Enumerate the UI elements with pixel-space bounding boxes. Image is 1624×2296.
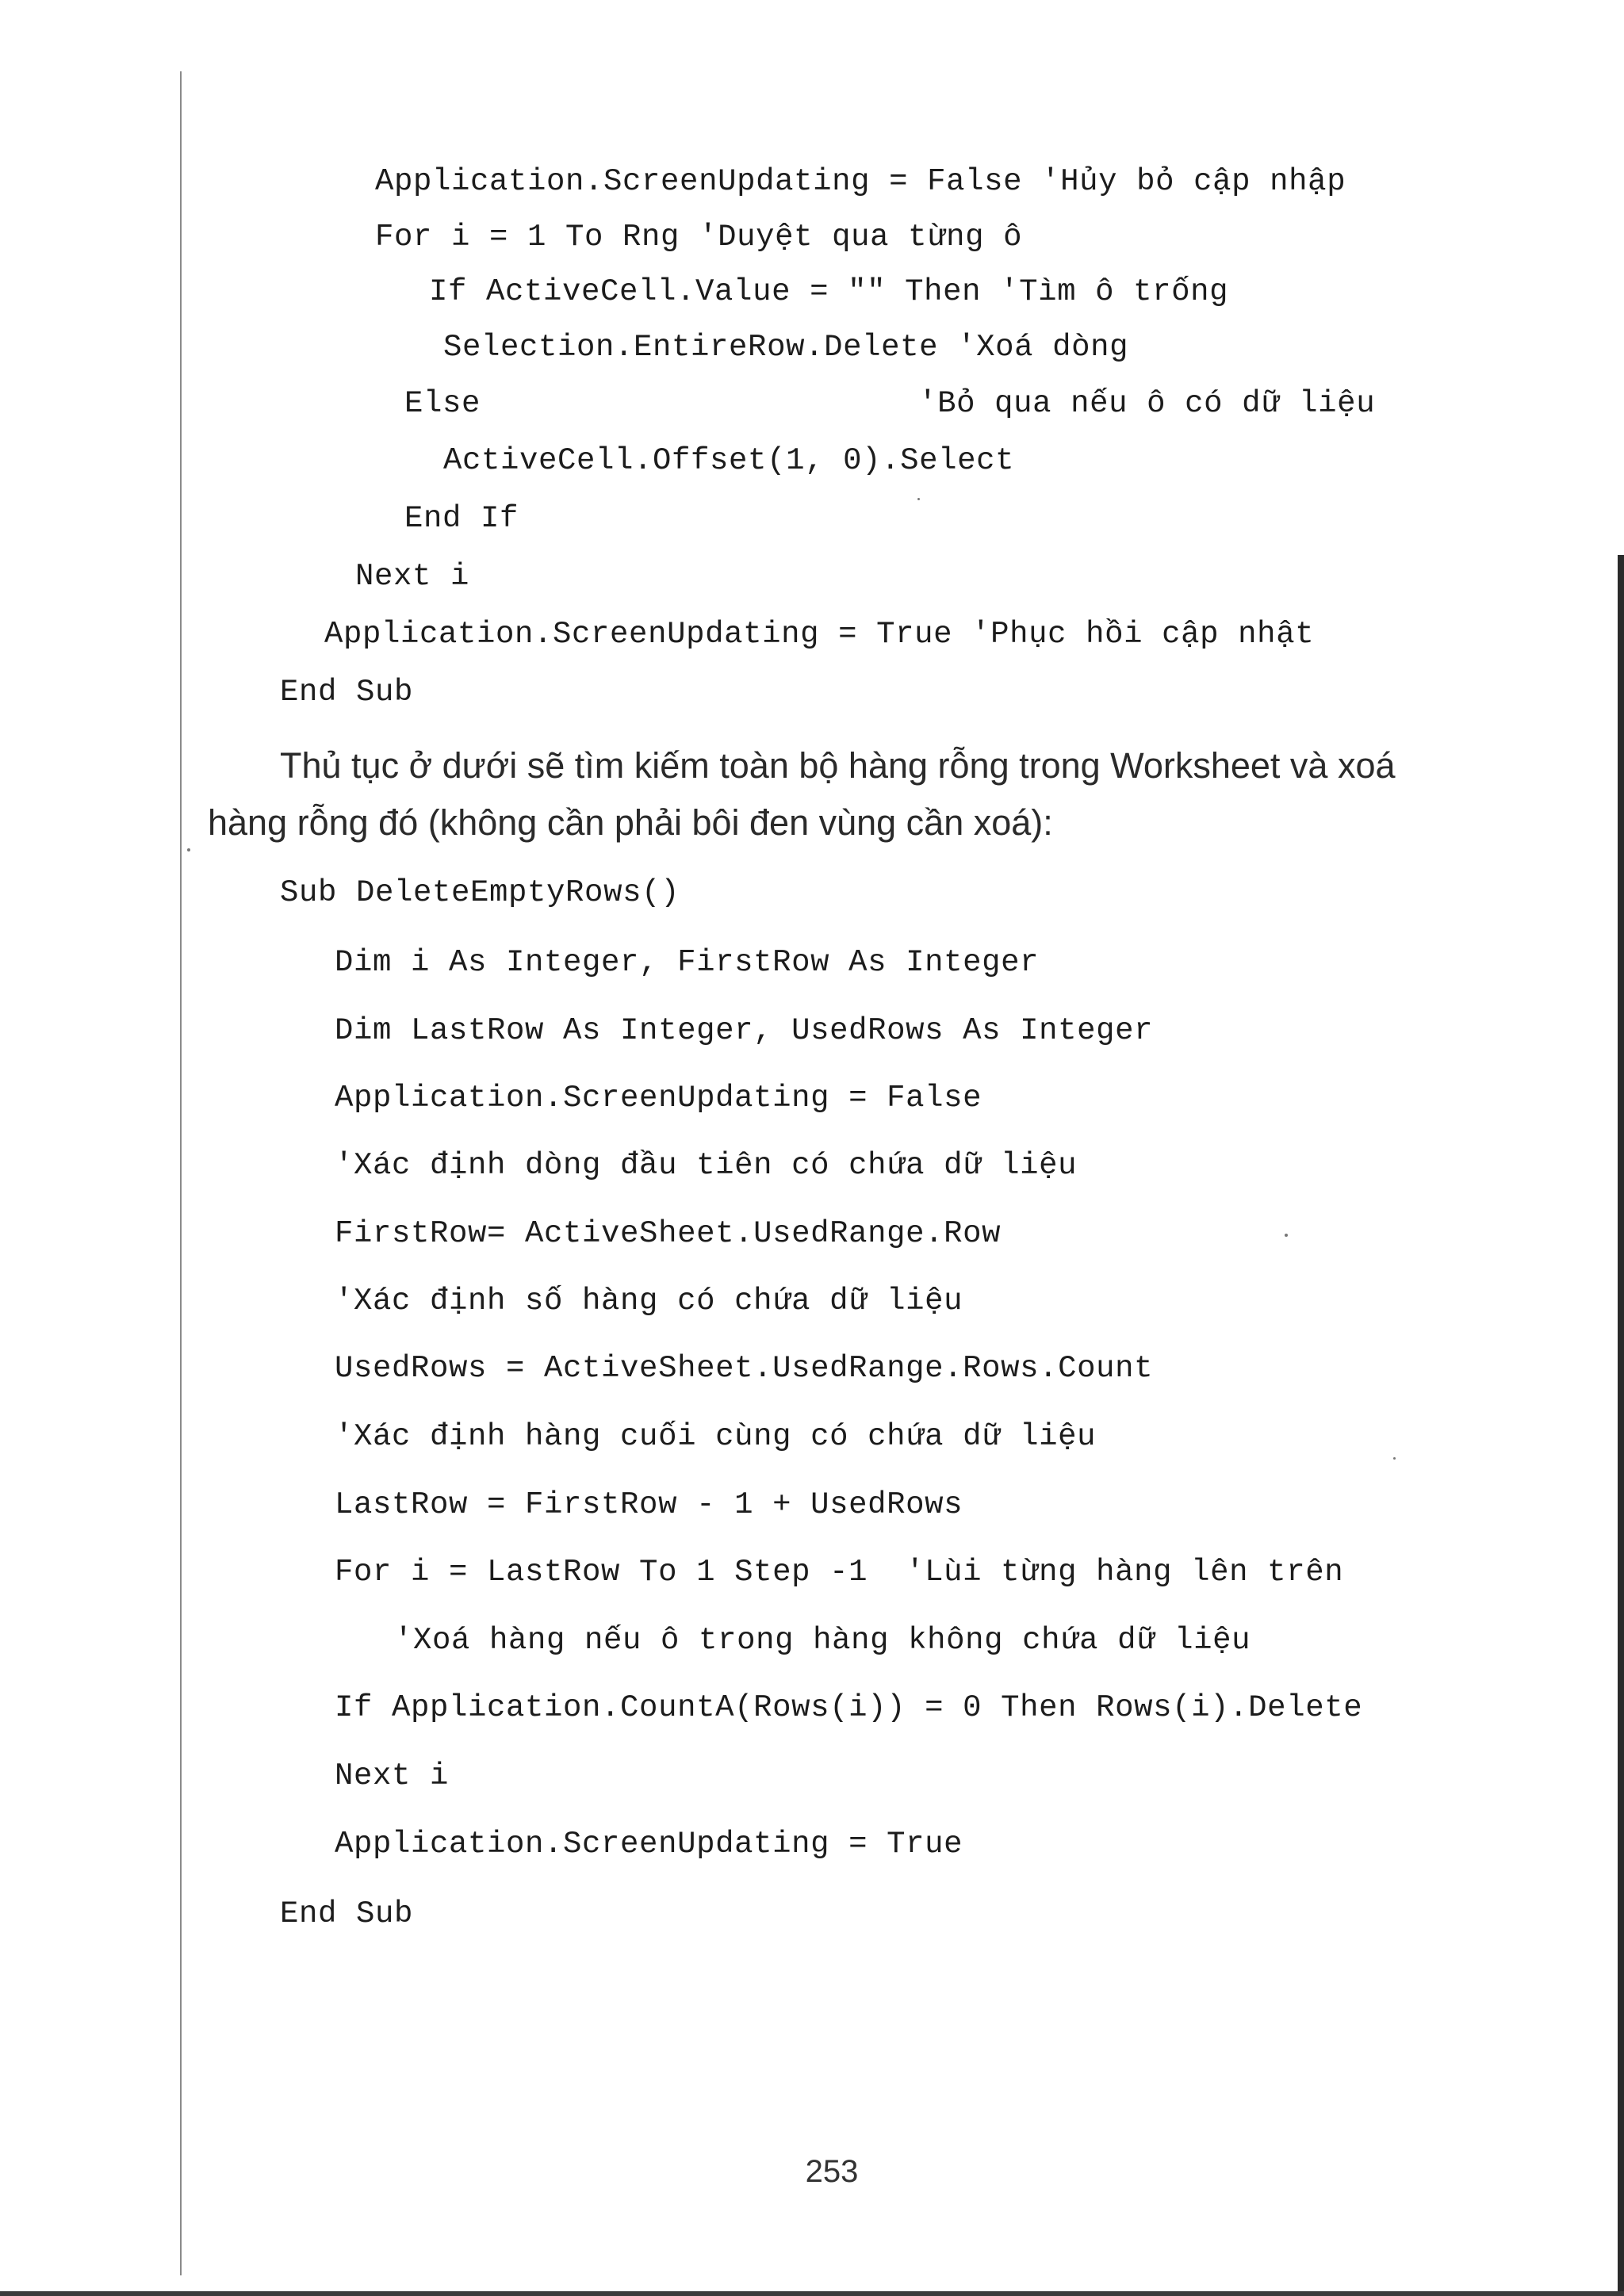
code-line: Application.ScreenUpdating = False 'Hủy bỏ cập nhập bbox=[375, 164, 1346, 199]
paragraph-line: Thủ tục ở dưới sẽ tìm kiếm toàn bộ hàng rỗng trong Worksheet và xoá bbox=[280, 745, 1396, 786]
code-line: 'Xoá hàng nếu ô trong hàng không chứa dữ liệu bbox=[394, 1623, 1251, 1658]
scan-speck bbox=[187, 848, 190, 851]
code-line: Next i bbox=[355, 559, 470, 594]
code-line: For i = 1 To Rng 'Duyệt qua từng ô bbox=[375, 220, 1023, 254]
page-right-border bbox=[1618, 555, 1624, 2296]
code-line: Next i bbox=[335, 1758, 450, 1793]
code-line: 'Xác định hàng cuối cùng có chứa dữ liệu bbox=[335, 1419, 1097, 1454]
code-line: Dim i As Integer, FirstRow As Integer bbox=[335, 945, 1040, 980]
code-line: ActiveCell.Offset(1, 0).Select bbox=[443, 443, 1015, 478]
code-line: Dim LastRow As Integer, UsedRows As Integer bbox=[335, 1013, 1154, 1048]
paragraph-line: hàng rỗng đó (không cần phải bôi đen vùng cần xoá): bbox=[208, 802, 1053, 843]
code-line: Else 'Bỏ qua nếu ô có dữ liệu bbox=[404, 386, 1376, 421]
code-line: End Sub bbox=[280, 1896, 414, 1931]
code-line: LastRow = FirstRow - 1 + UsedRows bbox=[335, 1487, 963, 1522]
code-line: UsedRows = ActiveSheet.UsedRange.Rows.Count bbox=[335, 1351, 1154, 1386]
code-line: FirstRow= ActiveSheet.UsedRange.Row bbox=[335, 1216, 1002, 1251]
code-line: End Sub bbox=[280, 675, 414, 710]
code-line: If ActiveCell.Value = "" Then 'Tìm ô trống bbox=[429, 274, 1229, 309]
code-line: Application.ScreenUpdating = True 'Phục hồi cập nhật bbox=[324, 617, 1315, 652]
code-line: For i = LastRow To 1 Step -1 'Lùi từng hàng lên trên bbox=[335, 1555, 1344, 1590]
code-line: Sub DeleteEmptyRows() bbox=[280, 875, 680, 910]
code-line: Selection.EntireRow.Delete 'Xoá dòng bbox=[443, 330, 1129, 365]
code-line: Application.ScreenUpdating = True bbox=[335, 1827, 963, 1862]
page-bottom-border bbox=[0, 2291, 1624, 2296]
scan-speck bbox=[1393, 1457, 1396, 1460]
page-number: 253 bbox=[805, 2154, 859, 2189]
code-line: 'Xác định số hàng có chứa dữ liệu bbox=[335, 1284, 963, 1318]
code-line: End If bbox=[404, 501, 519, 536]
code-line: If Application.CountA(Rows(i)) = 0 Then Rows(i).Delete bbox=[335, 1690, 1363, 1725]
scan-speck bbox=[1285, 1234, 1288, 1237]
code-line: 'Xác định dòng đầu tiên có chứa dữ liệu bbox=[335, 1148, 1078, 1183]
code-line: Application.ScreenUpdating = False bbox=[335, 1081, 982, 1115]
scan-speck bbox=[917, 498, 920, 500]
page-left-border bbox=[180, 71, 182, 2275]
